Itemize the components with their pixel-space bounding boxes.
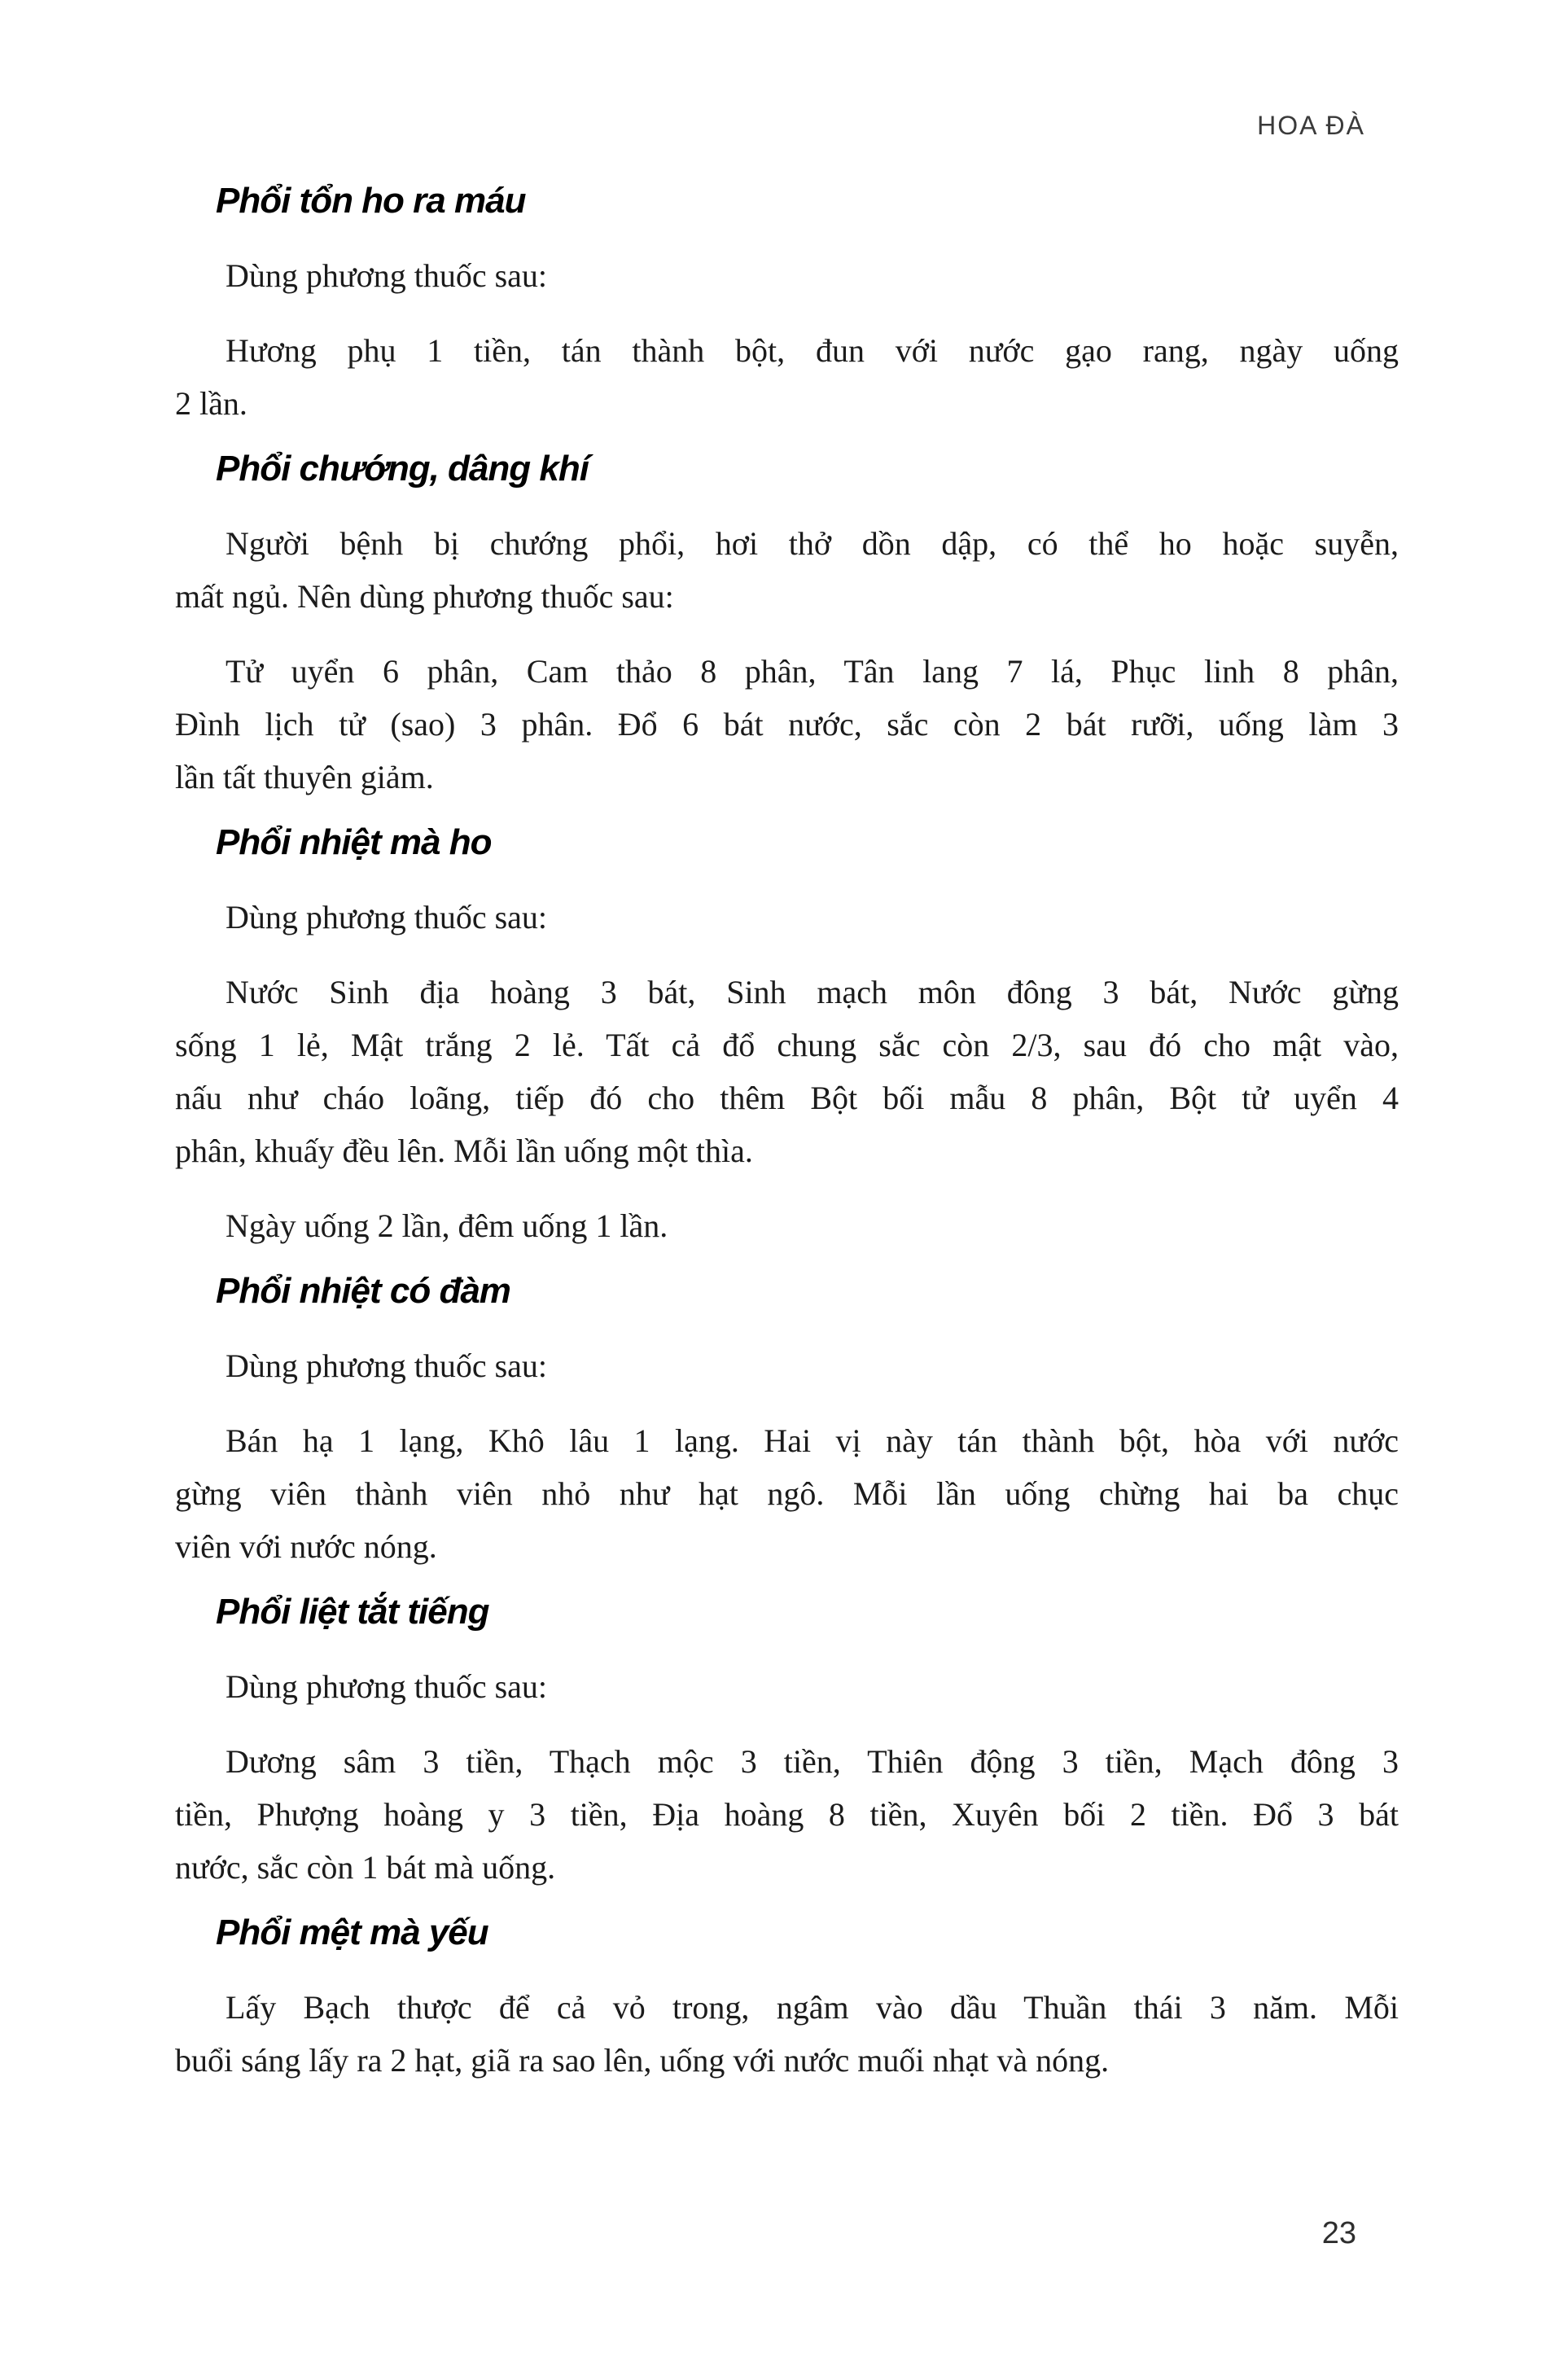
text-line: Dùng phương thuốc sau:	[226, 1347, 548, 1384]
text-line: Bán hạ 1 lạng, Khô lâu 1 lạng. Hai vị này tán thành bột, hòa với nước	[226, 1422, 1399, 1459]
text-line: phân, khuấy đều lên. Mỗi lần uống một thìa.	[175, 1133, 753, 1169]
paragraph	[175, 1735, 1399, 1894]
text-line: Ngày uống 2 lần, đêm uống 1 lần.	[226, 1207, 668, 1244]
section-heading: Phổi nhiệt mà ho	[216, 822, 492, 862]
text-line: Tử uyển 6 phân, Cam thảo 8 phân, Tân lang 7 lá, Phục linh 8 phân,	[226, 653, 1399, 690]
text-line: nước, sắc còn 1 bát mà uống.	[175, 1849, 556, 1886]
text-line: lần tất thuyên giảm.	[175, 759, 434, 795]
text-line: viên với nước nóng.	[175, 1528, 437, 1565]
paragraph	[175, 1339, 1399, 1392]
section-heading: Phổi chướng, dâng khí	[216, 449, 589, 489]
section-heading: Phổi tổn ho ra máu	[216, 181, 526, 221]
text-line: Hương phụ 1 tiền, tán thành bột, đun với nước gạo rang, ngày uống	[226, 332, 1399, 369]
paragraph	[175, 517, 1399, 623]
text-line: Dùng phương thuốc sau:	[226, 1668, 548, 1705]
page-number: 23	[1321, 2216, 1356, 2250]
paragraph	[175, 324, 1399, 430]
paragraph	[175, 249, 1399, 302]
text-line: Nước Sinh địa hoàng 3 bát, Sinh mạch môn đông 3 bát, Nước gừng	[226, 974, 1399, 1010]
text-line: Dùng phương thuốc sau:	[226, 257, 548, 294]
text-line: buổi sáng lấy ra 2 hạt, giã ra sao lên, uống với nước muối nhạt và nóng.	[175, 2042, 1110, 2079]
page-content	[175, 181, 1399, 2109]
section-heading: Phổi nhiệt có đàm	[216, 1271, 510, 1311]
paragraph	[175, 1414, 1399, 1573]
text-line: Lấy Bạch thược để cả vỏ trong, ngâm vào dầu Thuần thái 3 năm. Mỗi	[226, 1989, 1399, 2026]
text-line: gừng viên thành viên nhỏ như hạt ngô. Mỗi lần uống chừng hai ba chục	[175, 1475, 1399, 1512]
text-line: mất ngủ. Nên dùng phương thuốc sau:	[175, 578, 674, 615]
text-line: Người bệnh bị chướng phổi, hơi thở dồn dập, có thể ho hoặc suyễn,	[226, 525, 1399, 562]
text-line: tiền, Phượng hoàng y 3 tiền, Địa hoàng 8 tiền, Xuyên bối 2 tiền. Đổ 3 bát	[175, 1796, 1399, 1833]
text-line: Đình lịch tử (sao) 3 phân. Đổ 6 bát nước, sắc còn 2 bát rưỡi, uống làm 3	[175, 706, 1399, 743]
text-line: nấu như cháo loãng, tiếp đó cho thêm Bột bối mẫu 8 phân, Bột tử uyển 4	[175, 1080, 1399, 1116]
paragraph	[175, 966, 1399, 1177]
text-line: Dương sâm 3 tiền, Thạch mộc 3 tiền, Thiên động 3 tiền, Mạch đông 3	[226, 1743, 1399, 1780]
paragraph	[175, 891, 1399, 944]
text-line: Dùng phương thuốc sau:	[226, 899, 548, 935]
text-line: 2 lần.	[175, 385, 247, 422]
paragraph	[175, 1660, 1399, 1713]
paragraph	[175, 1981, 1399, 2087]
text-line: sống 1 lẻ, Mật trắng 2 lẻ. Tất cả đổ chung sắc còn 2/3, sau đó cho mật vào,	[175, 1027, 1399, 1063]
section-heading: Phổi mệt mà yếu	[216, 1913, 488, 1952]
running-header: HOA ĐÀ	[1257, 111, 1365, 140]
paragraph	[175, 645, 1399, 804]
paragraph	[175, 1199, 1399, 1252]
section-heading: Phổi liệt tắt tiếng	[216, 1592, 489, 1632]
